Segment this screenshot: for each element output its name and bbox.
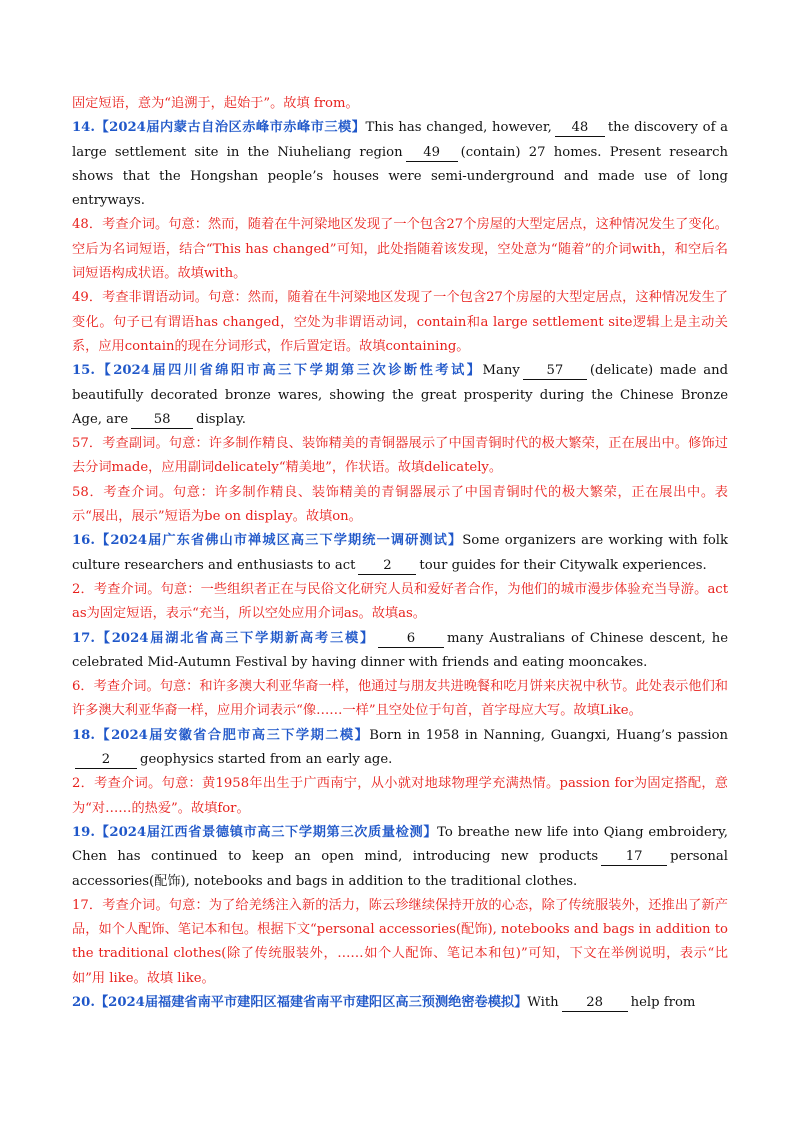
answer-blank: 58 — [131, 412, 193, 429]
question-text-part: geophysics started from an early age. — [140, 752, 393, 768]
question-20 — [72, 991, 728, 1015]
question-text-part: help from — [630, 994, 696, 1010]
question-number: 18. — [72, 727, 95, 743]
answer-blank: 17 — [601, 849, 667, 866]
answer-blank: 2 — [75, 752, 137, 769]
answer-explanation: 6．考查介词。句意：和许多澳大利亚华裔一样，他通过与朋友共进晚餐和吃月饼来庆祝中秋节。此处表示他们和许多澳大利亚华裔一样，应用介词表示“像……一样”且空处位于句首，首字母应大写。故填Like。 — [72, 679, 728, 719]
question-text-part: many Australians of Chinese descent, he celebrated Mid-Autumn Festival by having dinner with friends and eating mooncakes. — [72, 630, 728, 670]
question-text — [72, 821, 728, 894]
question-source: 【2024届湖北省高三下学期新高考三模】 — [94, 630, 375, 646]
answer-explanation: 57．考查副词。句意：许多制作精良、装饰精美的青铜器展示了中国青铜时代的极大繁荣，正在展出中。修饰过去分词made，应用副词delicately“精美地”，作状语。故填delicately。 — [72, 436, 728, 476]
question-text-part: With — [527, 994, 559, 1010]
question-text-part: This has changed, however, — [365, 120, 552, 136]
question-14 — [72, 116, 728, 359]
answer-blank: 6 — [378, 631, 444, 648]
answer-explanation: 49．考查非谓语动词。句意：然而，随着在牛河梁地区发现了一个包含27个房屋的大型定居点，这种情况发生了变化。句子已有谓语has changed，空处为非谓语动词，contain和a large settlement site逻辑上是主动关系，应用contain的现在分词形式，作后置定语。故填containing。 — [72, 290, 728, 354]
question-source: 【2024届内蒙古自治区赤峰市赤峰市三模】 — [94, 120, 366, 136]
question-text-part: Some organizers are working with folk culture researchers and enthusiasts to act — [72, 533, 728, 573]
answer-blank: 49 — [406, 145, 458, 162]
question-text — [72, 116, 728, 213]
question-source: 【2024届四川省绵阳市高三下学期第三次诊断性考试】 — [94, 363, 483, 379]
question-text-part: the discovery of a large settlement site in the Niuheliang region — [72, 120, 729, 160]
document-content — [72, 92, 728, 1015]
question-source: 【2024届广东省佛山市禅城区高三下学期统一调研测试】 — [94, 533, 463, 549]
question-text-part: tour guides for their Citywalk experiences. — [419, 557, 707, 573]
question-text-part: (contain) 27 homes. Present research shows that the Hongshan people’s houses were semi-underground and made use of long entryways. — [72, 144, 728, 209]
question-number: 16. — [72, 533, 95, 549]
question-18 — [72, 724, 728, 821]
answer-explanation: 48．考查介词。句意：然而，随着在牛河梁地区发现了一个包含27个房屋的大型定居点，这种情况发生了变化。空后为名词短语，结合“This has changed”可知，此处指随着该发现，空处意为“随着”的介词with，和空后名词短语构成状语。故填with。 — [72, 217, 728, 282]
question-17 — [72, 627, 728, 724]
question-number: 17. — [72, 630, 95, 646]
question-text-part: To breathe new life into Qiang embroidery, Chen has continued to keep an open mind, introducing new products — [72, 824, 729, 865]
question-15 — [72, 359, 728, 529]
answer-explanation: 2．考查介词。句意：一些组织者正在与民俗文化研究人员和爱好者合作，为他们的城市漫步体验充当导游。act as为固定短语，表示“充当，所以空处应用介词as。故填as。 — [72, 581, 728, 622]
question-number: 20. — [72, 994, 95, 1010]
question-text-part: Many — [482, 363, 520, 379]
question-source: 【2024届安徽省合肥市高三下学期二模】 — [94, 727, 370, 743]
answer-explanation: 2．考查介词。句意：黄1958年出生于广西南宁，从小就对地球物理学充满热情。passion for为固定搭配，意为“对……的热爱”。故填for。 — [72, 776, 728, 816]
question-16 — [72, 529, 728, 626]
question-text-part: personal accessories(配饰), notebooks and bags in addition to the traditional clothes. — [72, 849, 728, 889]
question-text-part: (delicate) made and beautifully decorated bronze wares, showing the great prosperity during the Chinese Bronze Age, are — [72, 363, 729, 427]
question-number: 15. — [72, 363, 95, 379]
question-text — [72, 724, 728, 773]
answer-continuation: 固定短语，意为“追溯于，起始于”。故填 from。 — [72, 96, 359, 111]
answer-blank: 28 — [562, 995, 628, 1012]
question-19 — [72, 821, 728, 991]
question-number: 19. — [72, 824, 95, 840]
question-number: 14. — [72, 120, 95, 136]
answer-explanation: 58．考查介词。句意：许多制作精良、装饰精美的青铜器展示了中国青铜时代的极大繁荣，正在展出中。表示“展出，展示”短语为be on display。故填on。 — [72, 484, 728, 525]
question-source: 【2024届福建省南平市建阳区福建省南平市建阳区高三预测绝密卷模拟】 — [94, 994, 528, 1010]
question-text-part: Born in 1958 in Nanning, Guangxi, Huang’s passion — [369, 727, 729, 743]
question-text — [72, 627, 728, 676]
question-text — [72, 529, 728, 578]
answer-blank: 2 — [358, 558, 416, 575]
question-text — [72, 359, 728, 432]
question-text — [72, 991, 728, 1015]
question-text-part: display. — [196, 411, 246, 427]
answer-explanation: 17．考查介词。句意：为了给羌绣注入新的活力，陈云珍继续保持开放的心态，除了传统服装外，还推出了新产品，如个人配饰、笔记本和包。根据下文“personal accessories(配饰), notebooks and bags in addition to the traditional clothes(除了传统服装外，……如个人配饰、笔记本和包)”可知，下文在举例说明，表示“比如”用 like。故填 like。 — [72, 897, 728, 986]
question-source: 【2024届江西省景德镇市高三下学期第三次质量检测】 — [94, 824, 438, 840]
answer-blank: 48 — [555, 120, 605, 137]
answer-blank: 57 — [523, 363, 587, 380]
